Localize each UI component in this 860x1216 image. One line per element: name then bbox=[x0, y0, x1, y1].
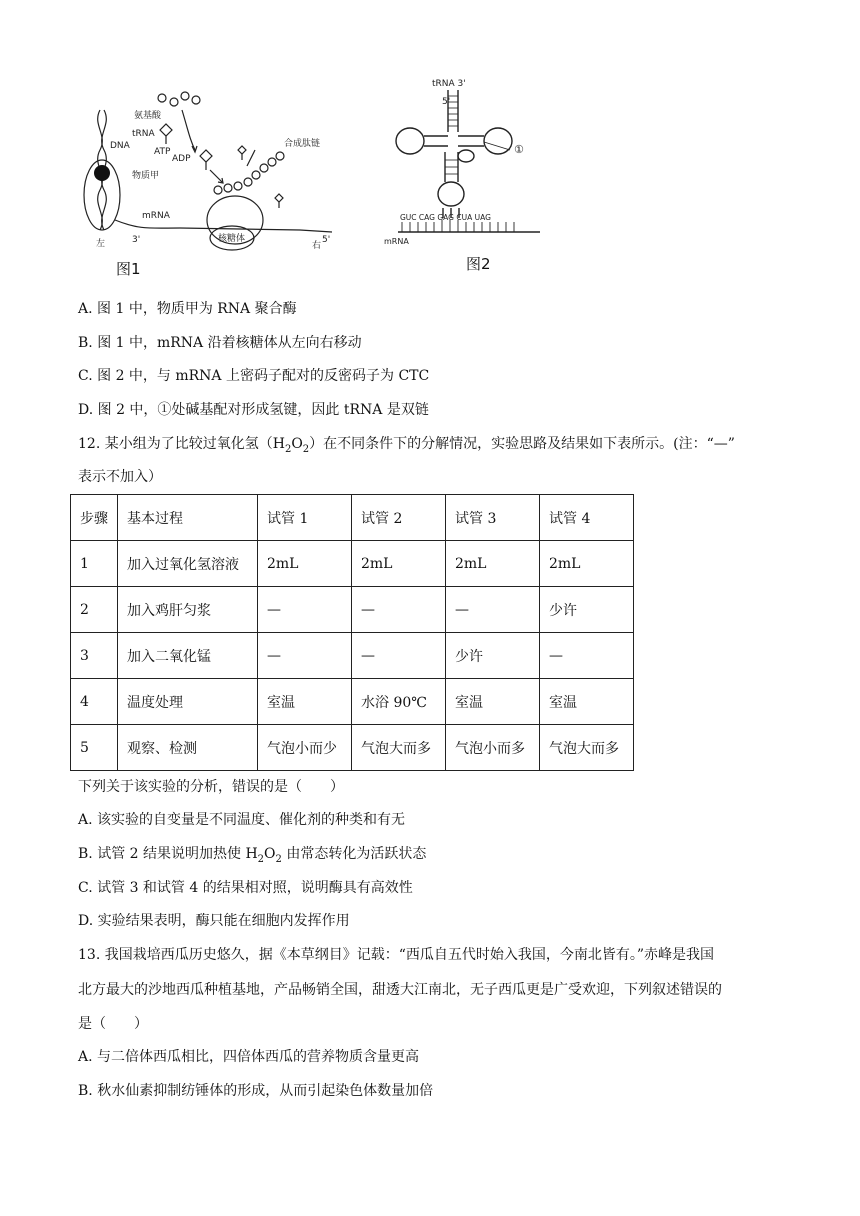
table-cell: 气泡大而多 bbox=[352, 725, 446, 771]
table-header-cell: 步骤 bbox=[71, 495, 118, 541]
q12-option-b: B. 试管 2 结果说明加热使 $H_2O_2$ 由常态转化为活跃状态 bbox=[78, 846, 427, 865]
fig2-label-5prime: 5' bbox=[442, 97, 451, 107]
fig2-label-mrna: mRNA bbox=[384, 237, 409, 246]
q11-option-a: A. 图 1 中，物质甲为 RNA 聚合酶 bbox=[78, 301, 297, 317]
table-cell: 2mL bbox=[352, 541, 446, 587]
fig1-label-5prime: 5' bbox=[322, 235, 331, 245]
table-cell: 2mL bbox=[258, 541, 352, 587]
fig2-label-trna: tRNA 3' bbox=[432, 79, 466, 89]
table-row bbox=[71, 633, 634, 679]
figure-1-caption: 图1 bbox=[116, 260, 141, 278]
table-cell: 气泡大而多 bbox=[540, 725, 634, 771]
table-cell: 室温 bbox=[446, 679, 540, 725]
q12-option-d: D. 实验结果表明，酶只能在细胞内发挥作用 bbox=[78, 913, 350, 929]
table-cell: 2mL bbox=[446, 541, 540, 587]
q11-option-d: D. 图 2 中，①处碱基配对形成氢键，因此 tRNA 是双链 bbox=[78, 402, 429, 418]
table-header-row bbox=[71, 495, 634, 541]
table-cell: 少许 bbox=[446, 633, 540, 679]
table-row bbox=[71, 725, 634, 771]
fig1-label-adp: ADP bbox=[172, 154, 191, 164]
q12-stem-line2: 表示不加入） bbox=[78, 469, 162, 485]
fig1-label-right: 右 bbox=[312, 241, 322, 251]
table-cell: 2 bbox=[71, 587, 118, 633]
table-cell: — bbox=[352, 633, 446, 679]
table-cell: 气泡小而多 bbox=[446, 725, 540, 771]
table-header-cell: 试管 1 bbox=[258, 495, 352, 541]
fig1-label-peptide: 合成肽链 bbox=[284, 139, 321, 149]
table-cell: 1 bbox=[71, 541, 118, 587]
figure-1-translation-diagram bbox=[70, 70, 340, 280]
table-cell: 室温 bbox=[258, 679, 352, 725]
table-row bbox=[71, 679, 634, 725]
table-cell: 加入鸡肝匀浆 bbox=[118, 587, 258, 633]
table-cell: 5 bbox=[71, 725, 118, 771]
q13-option-a: A. 与二倍体西瓜相比，四倍体西瓜的营养物质含量更高 bbox=[78, 1049, 420, 1065]
substance-a-dot bbox=[94, 165, 110, 181]
q12-option-a: A. 该实验的自变量是不同温度、催化剂的种类和有无 bbox=[78, 812, 406, 828]
figure-2-trna-diagram bbox=[380, 70, 550, 280]
table-cell: — bbox=[258, 633, 352, 679]
table-cell: 室温 bbox=[540, 679, 634, 725]
table-header-cell: 试管 3 bbox=[446, 495, 540, 541]
table-cell: 观察、检测 bbox=[118, 725, 258, 771]
fig1-label-atp: ATP bbox=[154, 147, 171, 157]
experiment-table bbox=[70, 494, 634, 771]
table-row bbox=[71, 587, 634, 633]
table-cell: — bbox=[352, 587, 446, 633]
fig1-label-trna: tRNA bbox=[132, 129, 155, 139]
q12-prompt: 下列关于该实验的分析，错误的是（ ） bbox=[78, 779, 344, 795]
table-cell: 加入过氧化氢溶液 bbox=[118, 541, 258, 587]
figure-2-caption: 图2 bbox=[466, 255, 491, 273]
q13-option-b: B. 秋水仙素抑制纺锤体的形成，从而引起染色体数量加倍 bbox=[78, 1083, 434, 1099]
fig1-label-amino-acid: 氨基酸 bbox=[134, 111, 162, 121]
q11-option-b: B. 图 1 中，mRNA 沿着核糖体从左向右移动 bbox=[78, 335, 362, 351]
q13-stem-line3: 是（ ） bbox=[78, 1016, 148, 1032]
table-header-cell: 试管 2 bbox=[352, 495, 446, 541]
table-cell: 3 bbox=[71, 633, 118, 679]
fig1-label-left: 左 bbox=[96, 239, 106, 249]
table-row bbox=[71, 541, 634, 587]
table-cell: 水浴 90℃ bbox=[352, 679, 446, 725]
table-cell: 2mL bbox=[540, 541, 634, 587]
table-header-cell: 试管 4 bbox=[540, 495, 634, 541]
table-cell: — bbox=[446, 587, 540, 633]
table-header-cell: 基本过程 bbox=[118, 495, 258, 541]
fig1-label-ribosome: 核糖体 bbox=[218, 234, 246, 244]
table-cell: 4 bbox=[71, 679, 118, 725]
fig1-label-dna: DNA bbox=[110, 141, 130, 151]
table-cell: 温度处理 bbox=[118, 679, 258, 725]
table-cell: 气泡小而少 bbox=[258, 725, 352, 771]
q13-stem-line1: 13. 我国栽培西瓜历史悠久，据《本草纲目》记载：“西瓜自五代时始入我国，今南北皆有。”赤峰是我国 bbox=[78, 947, 715, 963]
figures-area bbox=[70, 70, 540, 290]
fig2-label-codons: GUC CAG GAG CUA UAG bbox=[400, 213, 491, 222]
table-cell: — bbox=[258, 587, 352, 633]
table-cell: — bbox=[540, 633, 634, 679]
fig1-label-substance-a: 物质甲 bbox=[132, 171, 160, 181]
fig1-label-3prime: 3' bbox=[132, 235, 141, 245]
q12-stem-line1: 12. 某小组为了比较过氧化氢$(H_2O_2)$在不同条件下的分解情况，实验思路及结果如下表所示。(注：“—” bbox=[78, 436, 735, 455]
fig2-label-site-1: ① bbox=[514, 143, 524, 156]
table-cell: 少许 bbox=[540, 587, 634, 633]
q13-stem-line2: 北方最大的沙地西瓜种植基地，产品畅销全国，甜透大江南北，无子西瓜更是广受欢迎，下列叙述错误的 bbox=[78, 982, 722, 998]
fig1-label-mrna: mRNA bbox=[142, 211, 170, 221]
table-cell: 加入二氧化锰 bbox=[118, 633, 258, 679]
q12-option-c: C. 试管 3 和试管 4 的结果相对照，说明酶具有高效性 bbox=[78, 880, 413, 896]
q11-option-c: C. 图 2 中，与 mRNA 上密码子配对的反密码子为 CTC bbox=[78, 368, 430, 384]
